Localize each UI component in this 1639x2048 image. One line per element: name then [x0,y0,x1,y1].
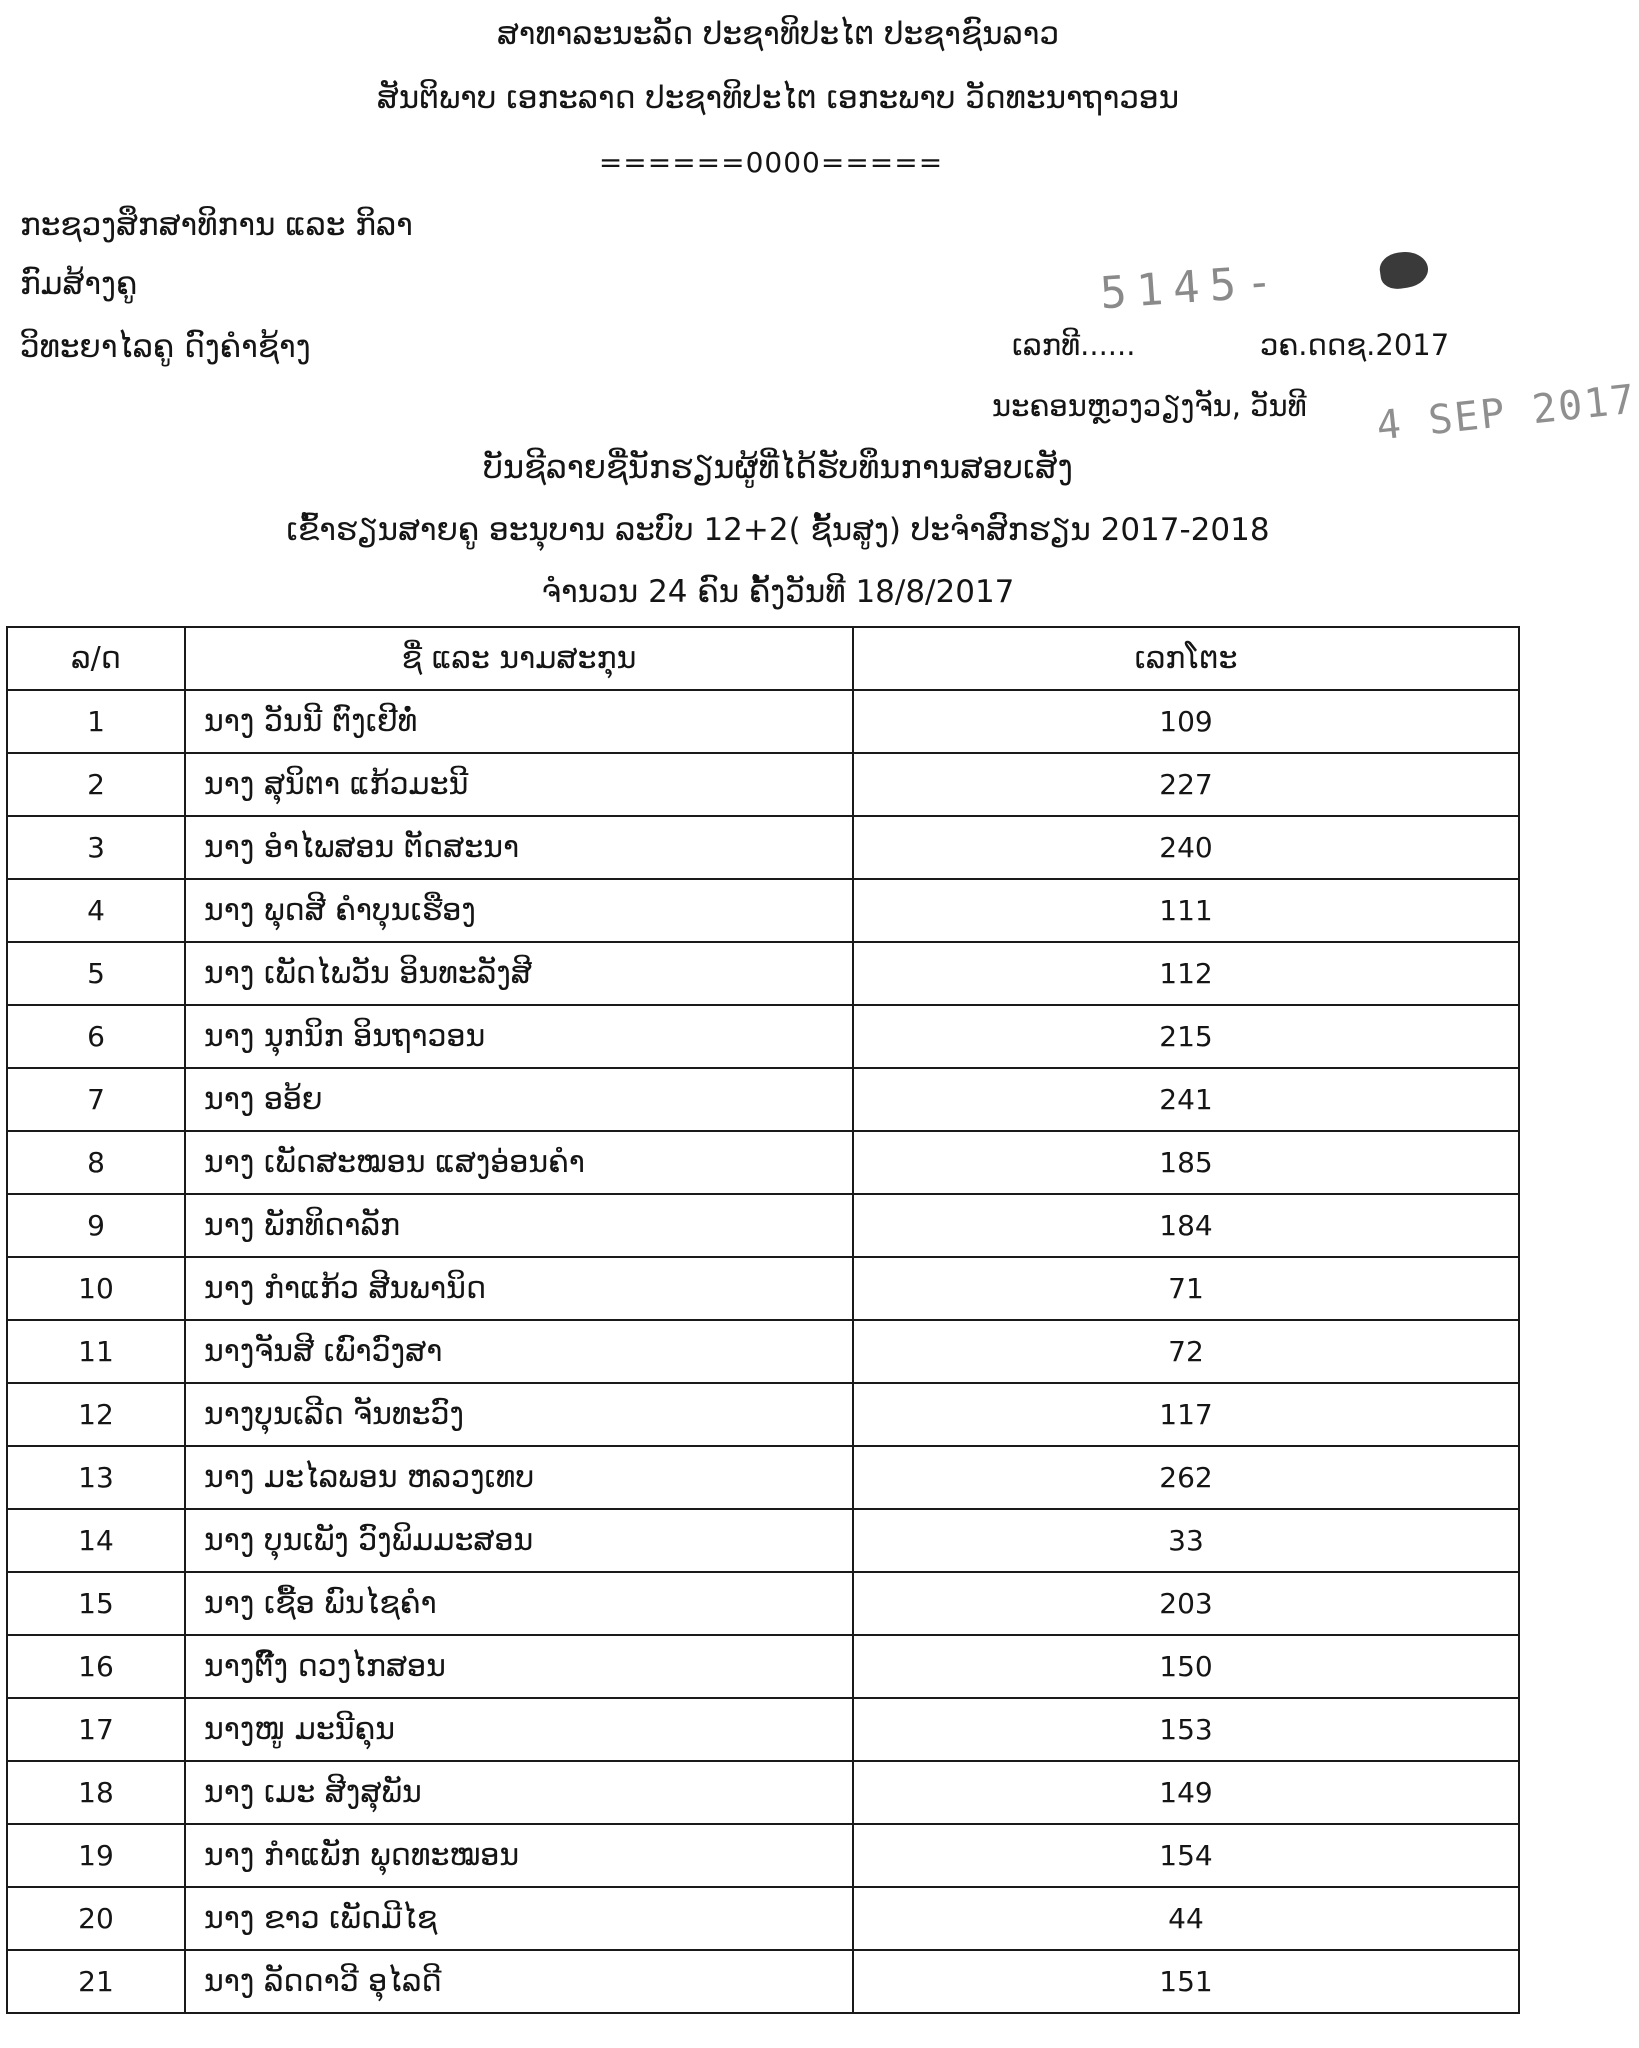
seat-number: 241 [853,1068,1519,1131]
table-row [7,1131,1519,1194]
student-name: ນາງ ບຸນເພັງ ວົງພິມມະສອນ [185,1509,853,1572]
seat-number: 111 [853,879,1519,942]
row-number: 2 [7,753,185,816]
list-subtitle: ເຂົ້າຮຽນສາຍຄູ ອະນຸບານ ລະບົບ 12+2( ຊັ້ນສູງ) ປະຈຳສົກຮຽນ 2017-2018 [286,512,1270,548]
seat-number: 117 [853,1383,1519,1446]
row-number: 6 [7,1005,185,1068]
table-row [7,1383,1519,1446]
national-motto: ສັນຕິພາບ ເອກະລາດ ປະຊາທິປະໄຕ ເອກະພາບ ວັດທະນາຖາວອນ [376,80,1180,116]
seat-number: 109 [853,690,1519,753]
row-number: 18 [7,1761,185,1824]
seat-number: 71 [853,1257,1519,1320]
table-row [7,1509,1519,1572]
seat-number: 184 [853,1194,1519,1257]
table-row [7,690,1519,753]
place-and-date-label: ນະຄອນຫຼວງວຽງຈັນ, ວັນທີ [992,389,1307,423]
college-name: ວິທະຍາໄລຄູ ດົງຄຳຊ້າງ [20,329,311,365]
student-name: ນາງ ກຳແພັກ ພຸດທະໝອນ [185,1824,853,1887]
column-header-name: ຊື່ ແລະ ນາມສະກຸນ [185,627,853,690]
table-row [7,1950,1519,2013]
seat-number: 153 [853,1698,1519,1761]
column-header-number: ລ/ດ [7,627,185,690]
ministry-name: ກະຊວງສຶກສາທິການ ແລະ ກິລາ [20,207,413,243]
row-number: 4 [7,879,185,942]
student-name: ນາງໜູ ມະນີຄຸນ [185,1698,853,1761]
table-row [7,1887,1519,1950]
row-number: 8 [7,1131,185,1194]
student-name: ນາງ ວັນນີ ຕົງເຢີທໍ່ [185,690,853,753]
row-number: 3 [7,816,185,879]
student-name: ນາງ ພຸດສີ ຄຳບຸນເຮືອງ [185,879,853,942]
seat-number: 215 [853,1005,1519,1068]
row-number: 20 [7,1887,185,1950]
row-number: 5 [7,942,185,1005]
student-name: ນາງ ຂາວ ເພັດມີໄຊ [185,1887,853,1950]
seat-number: 185 [853,1131,1519,1194]
table-row [7,1698,1519,1761]
row-number: 13 [7,1446,185,1509]
seat-number: 203 [853,1572,1519,1635]
table-row [7,1824,1519,1887]
row-number: 12 [7,1383,185,1446]
seat-number: 240 [853,816,1519,879]
student-list-table [6,626,1520,2014]
column-header-seat: ເລກໂຕະ [853,627,1519,690]
seat-number: 33 [853,1509,1519,1572]
seat-number: 262 [853,1446,1519,1509]
student-name: ນາງ ມະໄລພອນ ຫລວງເທບ [185,1446,853,1509]
department-name: ກົມສ້າງຄູ [20,266,138,302]
row-number: 11 [7,1320,185,1383]
row-number: 21 [7,1950,185,2013]
table-row [7,1761,1519,1824]
row-number: 15 [7,1572,185,1635]
table-row [7,753,1519,816]
row-number: 10 [7,1257,185,1320]
student-name: ນາງບຸນເລີດ ຈັນທະວົງ [185,1383,853,1446]
student-name: ນາງຕົ໊ງ ດວງໄກສອນ [185,1635,853,1698]
row-number: 17 [7,1698,185,1761]
row-number: 1 [7,690,185,753]
row-number: 16 [7,1635,185,1698]
document-number-label: ເລກທີ...... [1012,328,1136,362]
country-heading: ສາທາລະນະລັດ ປະຊາທິປະໄຕ ປະຊາຊົນລາວ [496,16,1060,52]
table-row [7,1446,1519,1509]
student-name: ນາງ ອອ້ຍ [185,1068,853,1131]
table-body [7,690,1519,2013]
table-row [7,1068,1519,1131]
row-number: 7 [7,1068,185,1131]
table-row [7,816,1519,879]
table-row [7,1320,1519,1383]
seat-number: 149 [853,1761,1519,1824]
table-row [7,942,1519,1005]
row-number: 14 [7,1509,185,1572]
seat-number: 154 [853,1824,1519,1887]
student-name: ນາງ ເມະ ສີງສຸພັນ [185,1761,853,1824]
seat-number: 227 [853,753,1519,816]
ink-blot [1378,249,1431,291]
table-row [7,1194,1519,1257]
table-row [7,1572,1519,1635]
list-title: ບັນຊີລາຍຊື່ນັກຮຽນຜູ້ທີ່ໄດ້ຮັບທຶນການສອບເສັງ [483,448,1073,486]
row-number: 19 [7,1824,185,1887]
registration-number-stamp: 5145- [1098,255,1285,320]
student-name: ນາງ ພັກທິດາລັກ [185,1194,853,1257]
table-row [7,1005,1519,1068]
heading-divider: ======0000===== [598,146,944,179]
date-stamp: 4 SEP 2017 [1374,376,1639,450]
row-number: 9 [7,1194,185,1257]
table-row [7,1635,1519,1698]
student-name: ນາງ ອຳໄພສອນ ຕັດສະນາ [185,816,853,879]
seat-number: 44 [853,1887,1519,1950]
student-name: ນາງ ເຊື້ອ ພົນໄຊຄຳ [185,1572,853,1635]
student-name: ນາງ ນຸກນິກ ອິນຖາວອນ [185,1005,853,1068]
seat-number: 72 [853,1320,1519,1383]
list-count-date: ຈຳນວນ 24 ຄົນ ຄັ້ງວັນທີ 18/8/2017 [541,574,1015,610]
seat-number: 112 [853,942,1519,1005]
student-name: ນາງ ເພັດໄພວັນ ອິນທະລັງສີ [185,942,853,1005]
student-name: ນາງຈັນສີ ເພົາວົງສາ [185,1320,853,1383]
table-row [7,1257,1519,1320]
document-number-suffix: ວຄ.ດດຊ.2017 [1260,328,1450,362]
seat-number: 151 [853,1950,1519,2013]
table-header-row [7,627,1519,690]
student-name: ນາງ ລັດດາວີ ອຸໄລດີ [185,1950,853,2013]
seat-number: 150 [853,1635,1519,1698]
student-name: ນາງ ກຳແກ້ວ ສີນພານິດ [185,1257,853,1320]
student-name: ນາງ ສຸນິຕາ ແກ້ວມະນີ [185,753,853,816]
table-row [7,879,1519,942]
student-name: ນາງ ເພັດສະໝອນ ແສງອ່ອນຄຳ [185,1131,853,1194]
